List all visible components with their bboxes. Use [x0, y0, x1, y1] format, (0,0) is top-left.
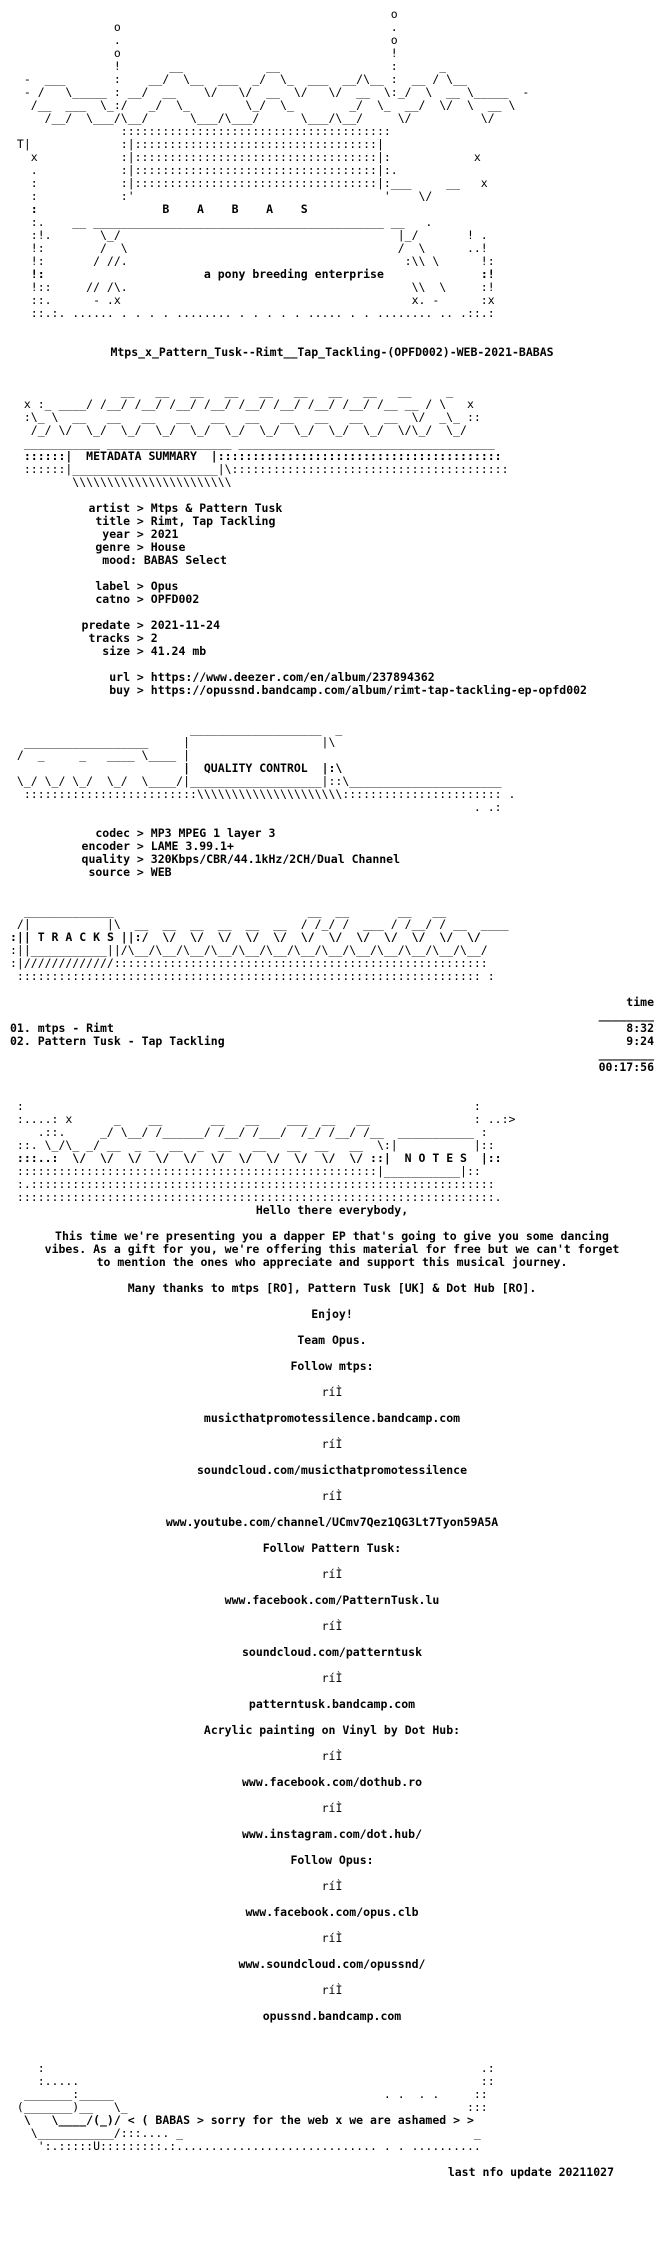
link-glyph: ríÌ [321, 1931, 343, 1945]
footer-rule-art: \___________/:::.... _ _ ':.:::::U:::::::::.:............................. . . .......... [30, 2127, 481, 2153]
follow-opus-heading: Follow Opus: [290, 1853, 374, 1867]
notes-heading-row: :::..: \/ \/ \/ \/ \/ \/ \/ \/ \/ \/ \/ ::| N O T E S |:: [10, 1152, 502, 1165]
meta-row: predate > 2021-11-24 [81, 619, 221, 632]
notes-rule-art: ::::::::::::::::::::::::::::::::::::::::::::::::::::|___________|:: :.::::::::::::::::::::::::::::::::::::::::::::::::::::::::::::::::::: :::::::::::::::::::::::::::::::::::::::::::::::::::::::::::::::::::::. [16, 1165, 502, 1204]
tagline-row: !: a pony breeding enterprise :! [10, 268, 495, 281]
link-glyph: ríÌ [321, 1983, 343, 1997]
tracks-total-row: 00:17:56 [598, 1060, 654, 1074]
link-glyph: ríÌ [321, 1385, 343, 1399]
opus-soundcloud-link[interactable]: www.soundcloud.com/opussnd/ [238, 1957, 426, 1971]
link-glyph: ríÌ [321, 1437, 343, 1451]
follow-mtps-heading: Follow mtps: [290, 1359, 374, 1373]
tracks-logo-art: _____________ __ __ __ __ /| |\ __ __ __ __ __ __ / /_/ / ___ / /__/ / __ ____ [16, 905, 509, 931]
meta-row: mood: BABAS Select [102, 554, 227, 567]
bandcamp-buy-link[interactable]: https://opussnd.bandcamp.com/album/rimt-tap-tackling-ep-opfd002 [150, 684, 587, 697]
quality-row: source > WEB [88, 866, 172, 879]
tracks-total-rule: ________ [598, 1047, 654, 1061]
release-name: Mtps_x_Pattern_Tusk--Rimt__Tap_Tackling-(OPFD002)-WEB-2021-BABAS [110, 345, 554, 359]
link-glyph: ríÌ [321, 1489, 343, 1503]
meta-row: buy > https://opussnd.bandcamp.com/album/rimt-tap-tackling-ep-opfd002 [109, 684, 587, 697]
quality-heading: QUALITY CONTROL [203, 762, 308, 775]
link-glyph: ríÌ [321, 1879, 343, 1893]
notes-greeting: Hello there everybody, [255, 1203, 409, 1217]
notes-paragraph: This time we're presenting you a dapper EP that's going to give you some dancing vibes. As a gift for you, we're offering this material for free but we can't forget to mention the ones who appreciate and support this musical journey. [44, 1229, 620, 1269]
opus-facebook-link[interactable]: www.facebook.com/opus.clb [245, 1905, 419, 1919]
dh-instagram-link[interactable]: www.instagram.com/dot.hub/ [241, 1827, 422, 1841]
pt-facebook-link[interactable]: www.facebook.com/PatternTusk.lu [224, 1593, 440, 1607]
tracks-heading-row: :|| T R A C K S ||:/ \/ \/ \/ \/ \/ \/ \/ \/ \/ \/ \/ \/ [10, 931, 481, 944]
mtps-youtube-link[interactable]: www.youtube.com/channel/UCmv7Qez1QG3Lt7Tyon59A5A [165, 1515, 499, 1529]
mtps-soundcloud-link[interactable]: soundcloud.com/musicthatpromotessilence [196, 1463, 468, 1477]
metadata-heading: METADATA SUMMARY [86, 450, 197, 463]
footer-update: last nfo update 20211027 [447, 2166, 614, 2179]
link-glyph: ríÌ [321, 1801, 343, 1815]
opus-bandcamp-link[interactable]: opussnd.bandcamp.com [262, 2009, 402, 2023]
quality-rule-art: \_/ \_/ \_/ \_/ \____/|___________________|::\______________________ :::::::::::::::::::::::::\\\\\\\\\\\\\\\\\\\\\::::::::::::::::::::::: . . .: [16, 775, 516, 814]
track-row: 02. Pattern Tusk - Tap Tackling 9:24 [10, 1034, 654, 1048]
notes-logo-art: : : :....: x _ __ __ __ ___ __ __ : ..:> .::. _/ \__/ /______/ /__/ /___/ /_/ /__/ /__ ___________ : ::. \_/\_ _/ __ _ _ __ _ __ __ __ __ __ \:| |:: [16, 1100, 516, 1152]
quality-row: encoder > LAME 3.99.1+ [81, 840, 234, 853]
nfo-document [10, 8, 654, 2179]
footer-sorry-row: \ \____/(_)/ < ( BABAS > sorry for the web x we are ashamed > > [10, 2114, 474, 2127]
meta-row: artist > Mtps & Pattern Tusk [88, 502, 283, 515]
babas-logo-art: o o . . o o ! ! __ __ : _ - ___ : __/ \__ ___ _/ \_ ___ __/\__ : __ / \__ - / \_____ : __/ __ \/ \/ __ \/ \/ __ \:_/ \ __ \_____ - /__ ___ \_:/ _/ \_ \_/ \_ _/ \_ __/ \/ \ __ \ /__/ \___/\__/ \___/\___/ \___/\__/ \/ \/ [23, 8, 530, 125]
meta-row: url > https://www.deezer.com/en/album/237894362 [109, 671, 435, 684]
quality-heading-row: | QUALITY CONTROL |:\ [10, 762, 343, 775]
meta-row: year > 2021 [102, 528, 179, 541]
meta-row: label > Opus [95, 580, 179, 593]
meta-row: catno > OPFD002 [95, 593, 200, 606]
tracks-heading: T R A C K S [37, 931, 114, 944]
babas-banner-art: :. __ __________________________________________ __ . :!. \_/ |_/ ! . !: / \ / \ ..! !: / //. :\\ \ !: [30, 216, 495, 268]
link-glyph: ríÌ [321, 1749, 343, 1763]
footer-sorry: < ( BABAS > sorry for the web x we are ashamed > > [127, 2114, 474, 2127]
follow-pattern-tusk-heading: Follow Pattern Tusk: [262, 1541, 402, 1555]
metadata-fields [10, 502, 654, 697]
pt-soundcloud-link[interactable]: soundcloud.com/patterntusk [241, 1645, 422, 1659]
metadata-heading-row: ::::::| METADATA SUMMARY |::::::::::::::::::::::::::::::::::::::::: [10, 450, 502, 463]
footer-art: : .: :..... :: _______:_____ . . . . :: (_______)__ \_ ::: [16, 2062, 495, 2114]
babas-base-art: !:: // /\. \\ \ :! ::. - .x x. - :x ::.:. ...... . . . . ........ . . . . . ..... . . ........ .. .::.: [30, 281, 495, 320]
metadata-logo-art: __ __ __ __ __ __ __ __ __ _ x :_ ____/ /__/ /__/ /__/ /__/ /__/ /__/ /__/ /__/ /__ __ / \ x :\_ \ __ __ __ __ __ __ __ __ __ __ \/ _\_ :: /_/ \/ \_/ \_/ \_/ \_/ \_/ \_/ \_/ \_/ \_/ \/\_/ \_/ ___________ __________________ _____________________________________ [23, 385, 495, 450]
quality-logo-art: ___________________ _ __________________ | |\ / _ _ ____ \____ | [16, 723, 343, 762]
tracks-time-header: time [626, 995, 654, 1009]
deezer-link[interactable]: https://www.deezer.com/en/album/237894362 [150, 671, 435, 684]
meta-row: size > 41.24 mb [102, 645, 207, 658]
track-row: 01. mtps - Rimt 8:32 [10, 1021, 654, 1035]
notes-body [10, 1204, 654, 2023]
meta-row: tracks > 2 [88, 632, 158, 645]
link-glyph: ríÌ [321, 1619, 343, 1633]
acrylic-heading: Acrylic painting on Vinyl by Dot Hub: [203, 1723, 461, 1737]
quality-fields [10, 827, 654, 879]
mtps-bandcamp-link[interactable]: musicthatpromotessilence.bandcamp.com [203, 1411, 461, 1425]
babas-letters-row: : B A B A S [10, 203, 308, 216]
quality-row: codec > MP3 MPEG 1 layer 3 [95, 827, 276, 840]
notes-enjoy: Enjoy! [311, 1307, 353, 1321]
quality-row: quality > 320Kbps/CBR/44.1kHz/2CH/Dual Channel [81, 853, 401, 866]
pt-bandcamp-link[interactable]: patterntusk.bandcamp.com [248, 1697, 416, 1711]
babas-logo-box: ::::::::::::::::::::::::::::::::::::::: T| :|:::::::::::::::::::::::::::::::::::| x :|:::::::::::::::::::::::::::::::::::|: x . :|:::::::::::::::::::::::::::::::::::|:. : :|:::::::::::::::::::::::::::::::::::|:___ __ x : :' ' \/ [16, 125, 488, 203]
notes-thanks: Many thanks to mtps [RO], Pattern Tusk [UK] & Dot Hub [RO]. [127, 1281, 537, 1295]
tracks-rule-art: :||___________||/\__/\__/\__/\__/\__/\__/\__/\__/\__/\__/\__/\__/\__/ :|/////////////:::::::::::::::::::::::::::::::::::::::::::::::::::::: ::::::::::::::::::::::::::::::::::::::::::::::::::::::::::::::::::: : [10, 944, 495, 983]
notes-team: Team Opus. [297, 1333, 367, 1347]
meta-row: title > Rimt, Tap Tackling [95, 515, 276, 528]
notes-heading: N O T E S [404, 1152, 467, 1165]
link-glyph: ríÌ [321, 1671, 343, 1685]
dh-facebook-link[interactable]: www.facebook.com/dothub.ro [241, 1775, 422, 1789]
meta-row: genre > House [95, 541, 186, 554]
tracks-time-rule: ________ [598, 1008, 654, 1022]
link-glyph: ríÌ [321, 1567, 343, 1581]
metadata-rule-art: ::::::|_____________________|\:::::::::::::::::::::::::::::::::::::::: \\\\\\\\\\\\\\\\\\\\\\\ [23, 463, 509, 489]
